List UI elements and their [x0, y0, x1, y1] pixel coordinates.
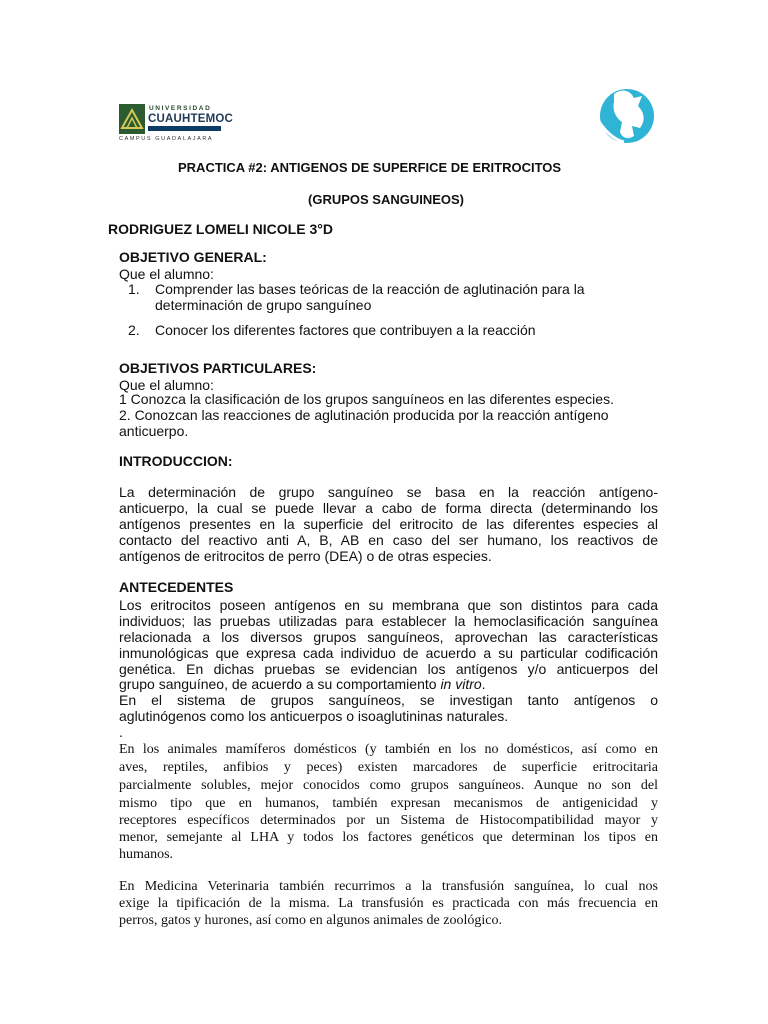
text-line: En el sistema de grupos sanguíneos, se investigan tanto antígenos o [119, 692, 658, 708]
list-item-number: 1. [128, 281, 140, 297]
page-subtitle: (GRUPOS SANGUINEOS) [308, 192, 465, 207]
text-line: En Medicina Veterinaria también recurrimos a la transfusión sanguínea, lo cual nos [119, 879, 658, 894]
text-line: receptores específicos determinados por un Sistema de Histocompatibilidad mayor y [119, 813, 658, 828]
text-line: En los animales mamíferos domésticos (y también en los no domésticos, así como en [119, 742, 658, 757]
list-item-line: Comprender las bases teóricas de la reacción de aglutinación para la [155, 281, 585, 297]
text-line: Que el alumno: [119, 377, 214, 393]
antecedentes-heading: ANTECEDENTES [119, 579, 234, 595]
student-name: RODRIGUEZ LOMELI NICOLE 3°D [108, 221, 333, 237]
text-line: 1 Conozca la clasificación de los grupos sanguíneos en las diferentes especies. [119, 391, 614, 407]
text-line: menor, semejante al LHA y todos los factores genéticos que determinan los tipos en [119, 830, 658, 845]
list-item-line: Conocer los diferentes factores que contribuyen a la reacción [155, 322, 536, 338]
text-line: antígenos presentes en la superficie del eritrocito de las diferentes especies al [119, 516, 658, 532]
text-line: contacto del reactivo anti A, B, AB en caso del ser humano, los reactivos de [119, 532, 658, 548]
text-line: mismo tipo que en humanos, también expresan mecanismos de antigenicidad y [119, 796, 658, 811]
logo-top-text: UNIVERSIDAD [149, 105, 212, 112]
text-line: Los eritrocitos poseen antígenos en su membrana que son distintos para cada [119, 597, 658, 613]
logo-name-text: CUAUHTEMOC [148, 113, 234, 125]
university-logo [119, 104, 234, 144]
text-line: antígenos de eritrocitos de perro (DEA) o de otras especies. [119, 548, 492, 564]
text-line: La determinación de grupo sanguíneo se basa en la reacción antígeno- [119, 484, 658, 500]
text-line: . [119, 724, 123, 740]
italic-term: in vitro [440, 676, 482, 692]
introduccion-heading: INTRODUCCION: [119, 453, 233, 469]
text-line: relacionada a los diversos grupos sanguíneos, aprovechan las características [119, 629, 658, 645]
text-line: aves, reptiles, anfibios y peces) existen marcadores de superficie eritrocitaria [119, 760, 658, 775]
text-line: anticuerpo, la cual se puede llevar a cabo de forma directa (determinando los [119, 500, 658, 516]
text-line: individuos; las pruebas utilizadas para establecer la hemoclasificación sanguínea [119, 613, 658, 629]
objetivos-particulares-heading: OBJETIVOS PARTICULARES: [119, 360, 317, 376]
text-line: humanos. [119, 847, 174, 862]
list-item-line: determinación de grupo sanguíneo [155, 297, 372, 313]
text-line: perros, gatos y hurones, así como en algunos animales de zoológico. [119, 913, 502, 928]
logo-bar [148, 126, 221, 131]
veterinary-logo [594, 86, 660, 144]
animal-silhouette-icon [594, 86, 660, 144]
text-line: anticuerpo. [119, 423, 189, 439]
text-fragment: grupo sanguíneo, de acuerdo a su comportamiento [119, 676, 441, 692]
objetivo-general-intro: Que el alumno: [119, 266, 214, 282]
text-line: inmunológicas que expresa cada individuo de acuerdo a su particular codificación [119, 645, 658, 661]
text-line: parcialmente solubles, mejor conocidos como grupos sanguíneos. Aunque no son del [119, 778, 658, 793]
logo-campus-text: CAMPUS GUADALAJARA [119, 136, 214, 142]
text-line [119, 676, 486, 692]
text-line: exige la tipificación de la misma. La transfusión es practicada con más frecuencia en [119, 896, 658, 911]
logo-emblem-icon [119, 104, 145, 134]
text-fragment: . [481, 676, 486, 692]
objetivo-general-heading: OBJETIVO GENERAL: [119, 249, 267, 265]
text-line: aglutinógenos como los anticuerpos o isoaglutininas naturales. [119, 708, 509, 724]
text-line: genética. En dichas pruebas se evidencian los antígenos y/o anticuerpos del [119, 661, 658, 677]
page-title: PRACTICA #2: ANTIGENOS DE SUPERFICE DE ERITROCITOS [178, 160, 562, 175]
list-item-number: 2. [128, 322, 140, 338]
text-line: 2. Conozcan las reacciones de aglutinación producida por la reacción antígeno [119, 407, 609, 423]
